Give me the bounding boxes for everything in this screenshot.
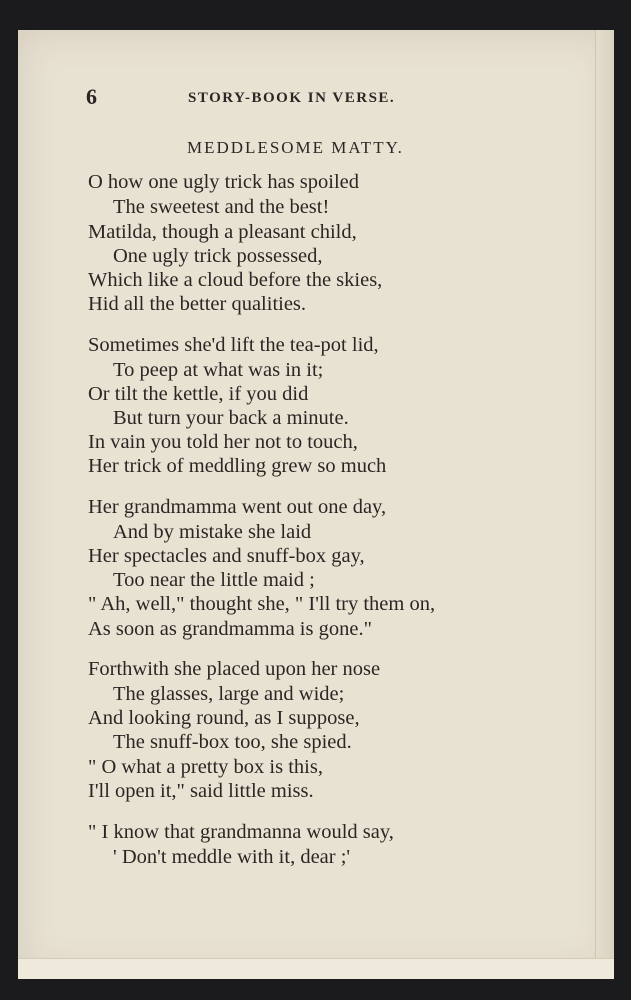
poem-line: In vain you told her not to touch, <box>88 431 358 453</box>
poem-line: Matilda, though a pleasant child, <box>88 221 357 243</box>
poem-line: Too near the little maid ; <box>113 569 315 591</box>
poem-line: " O what a pretty box is this, <box>88 756 323 778</box>
poem-line: Or tilt the kettle, if you did <box>88 383 309 405</box>
poem-line: But turn your back a minute. <box>113 407 349 429</box>
poem-line: ' Don't meddle with it, dear ;' <box>113 846 351 868</box>
poem-line: Which like a cloud before the skies, <box>88 269 383 291</box>
poem-line: Her grandmamma went out one day, <box>88 496 387 518</box>
poem-line: Her spectacles and snuff-box gay, <box>88 545 365 567</box>
poem-line: O how one ugly trick has spoiled <box>88 171 360 193</box>
poem-line: Forthwith she placed upon her nose <box>88 658 381 680</box>
poem-line: The snuff-box too, she spied. <box>113 731 352 753</box>
page-number: 6 <box>86 84 97 109</box>
poem-line: Hid all the better qualities. <box>88 293 307 315</box>
poem-line: " I know that grandmanna would say, <box>88 821 394 843</box>
poem-line: I'll open it," said little miss. <box>88 780 314 802</box>
page-bottom-edge <box>18 958 614 979</box>
poem-title: MEDDLESOME MATTY. <box>187 138 404 157</box>
poem-line: The sweetest and the best! <box>113 196 330 218</box>
page-edge <box>595 30 614 975</box>
poem-line: Sometimes she'd lift the tea-pot lid, <box>88 334 379 356</box>
poem-line: Her trick of meddling grew so much <box>88 455 387 477</box>
poem-line: The glasses, large and wide; <box>113 683 345 705</box>
poem-line: As soon as grandmamma is gone." <box>88 618 372 640</box>
poem-line: And looking round, as I suppose, <box>88 707 360 729</box>
poem-line: " Ah, well," thought she, " I'll try them on, <box>88 593 436 615</box>
running-head: STORY-BOOK IN VERSE. <box>188 90 396 106</box>
poem-line: To peep at what was in it; <box>113 359 324 381</box>
poem-line: And by mistake she laid <box>113 521 312 543</box>
poem-line: One ugly trick possessed, <box>113 245 323 267</box>
